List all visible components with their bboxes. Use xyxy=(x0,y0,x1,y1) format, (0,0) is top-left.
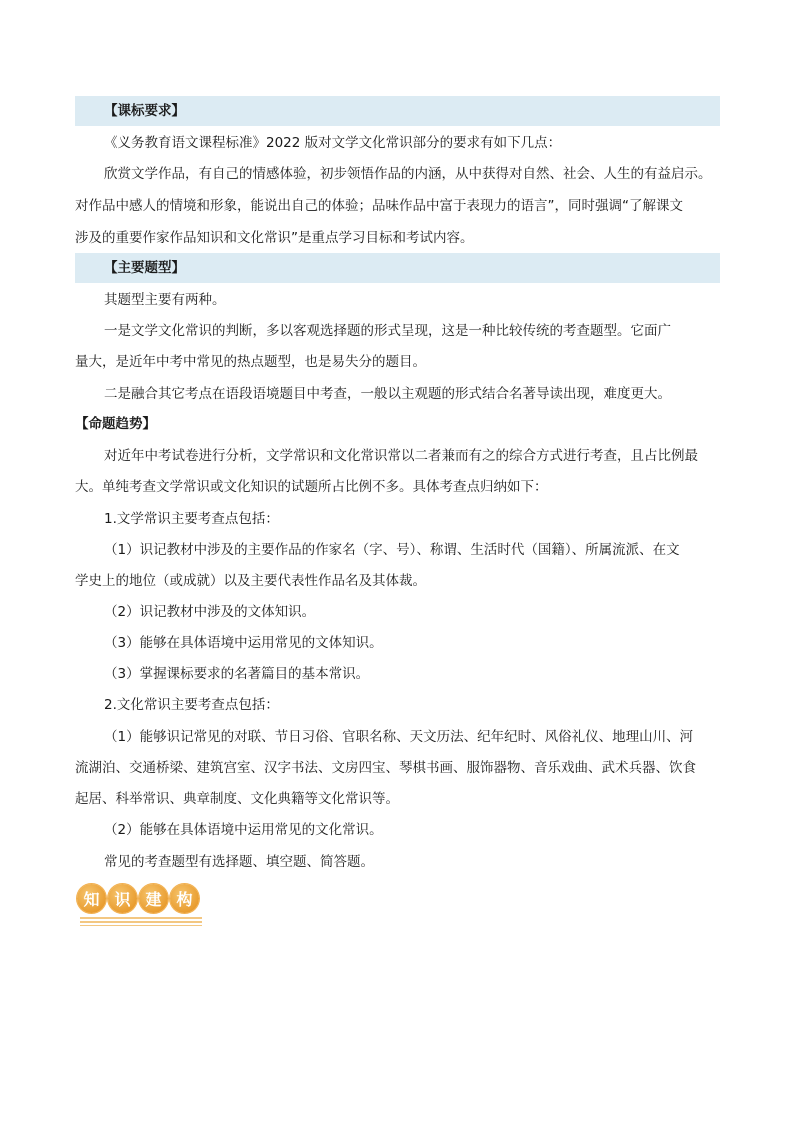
paragraph-line: 一是文学文化常识的判断，多以客观选择题的形式呈现，这是一种比较传统的考查题型。它面广 xyxy=(104,323,671,339)
paragraph-line: 流湖泊、交通桥梁、建筑宫室、汉字书法、文房四宝、琴棋书画、服饰器物、音乐戏曲、武术兵器、饮食 xyxy=(75,760,696,776)
paragraph-line: 欣赏文学作品，有自己的情感体验，初步领悟作品的内涵，从中获得对自然、社会、人生的有益启示。 xyxy=(104,166,712,182)
badge-underline xyxy=(80,917,202,926)
paragraph-line: （1）能够识记常见的对联、节日习俗、官职名称、天文历法、纪年纪时、风俗礼仪、地理山川、河 xyxy=(104,729,694,745)
badge-char: 构 xyxy=(170,884,199,913)
paragraph-line: （1）识记教材中涉及的主要作品的作家名（字、号）、称谓、生活时代（国籍）、所属流派、在文 xyxy=(104,542,680,558)
paragraph-line: 学史上的地位（或成就）以及主要代表性作品名及其体裁。 xyxy=(75,573,426,589)
badge-char: 知 xyxy=(77,884,106,913)
paragraph-line: 量大，是近年中考中常见的热点题型，也是易失分的题目。 xyxy=(75,354,426,370)
paragraph-line: 2.文化常识主要考查点包括： xyxy=(104,697,279,713)
paragraph-line: 1.文学常识主要考查点包括： xyxy=(104,511,279,527)
paragraph-line: 涉及的重要作家作品知识和文化常识”是重点学习目标和考试内容。 xyxy=(75,230,474,246)
paragraph-line: （3）能够在具体语境中运用常见的文体知识。 xyxy=(104,635,383,651)
badge-char: 识 xyxy=(108,884,137,913)
paragraph-line: 对近年中考试卷进行分析，文学常识和文化常识常以二者兼而有之的综合方式进行考查，且占比例最 xyxy=(104,448,698,464)
paragraph-line: 二是融合其它考点在语段语境题目中考查，一般以主观题的形式结合名著导读出现，难度更大。 xyxy=(104,386,671,402)
paragraph-line: 其题型主要有两种。 xyxy=(104,292,226,308)
paragraph-line: 对作品中感人的情境和形象，能说出自己的体验；品味作品中富于表现力的语言”，同时强调“了解课文 xyxy=(75,198,683,214)
knowledge-construction-badge xyxy=(77,884,199,913)
paragraph-line: （2）识记教材中涉及的文体知识。 xyxy=(104,604,316,620)
paragraph-line: （2）能够在具体语境中运用常见的文化常识。 xyxy=(104,822,383,838)
heading-trends: 【命题趋势】 xyxy=(75,416,156,432)
paragraph-line: 起居、科举常识、典章制度、文化典籍等文化常识等。 xyxy=(75,791,399,807)
heading-curriculum: 【课标要求】 xyxy=(104,103,185,119)
paragraph-line: 大。单纯考查文学常识或文化知识的试题所占比例不多。具体考查点归纳如下： xyxy=(75,479,548,495)
paragraph-line: （3）掌握课标要求的名著篇目的基本常识。 xyxy=(104,666,370,682)
badge-char: 建 xyxy=(139,884,168,913)
paragraph-line: 常见的考查题型有选择题、填空题、简答题。 xyxy=(104,854,374,870)
heading-question-types: 【主要题型】 xyxy=(104,260,185,276)
paragraph-line: 《义务教育语文课程标准》2022 版对文学文化常识部分的要求有如下几点： xyxy=(104,135,562,151)
